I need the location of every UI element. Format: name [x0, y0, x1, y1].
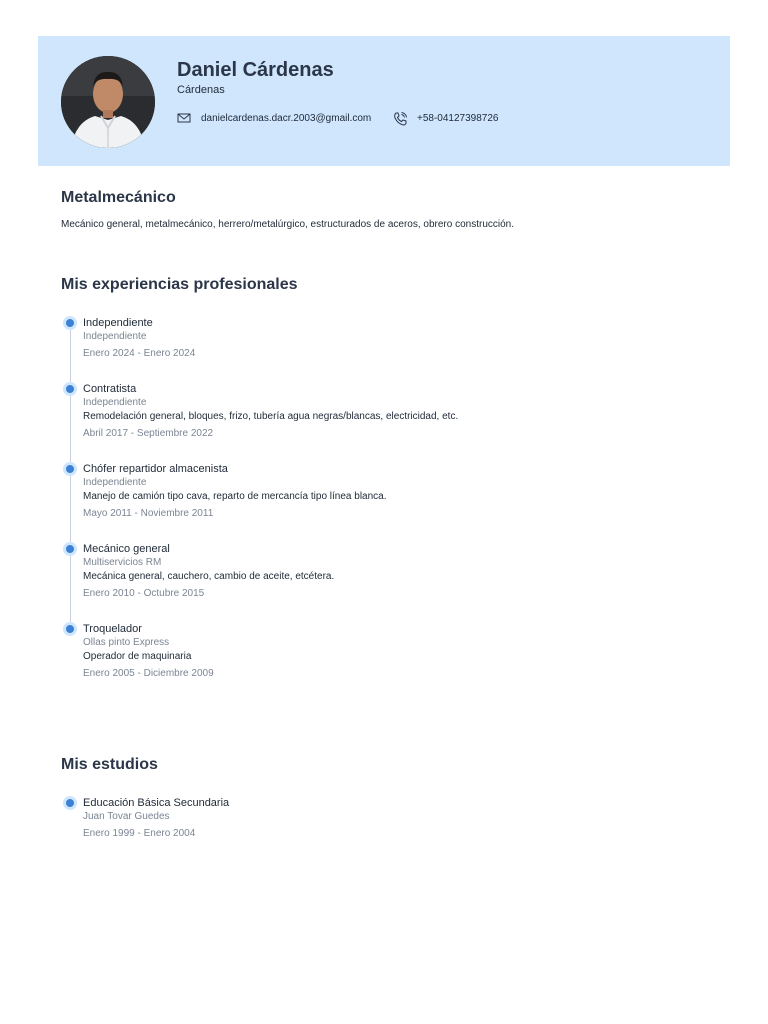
job-title: Mecánico general — [83, 543, 170, 555]
job-description: Mecánica general, cauchero, cambio de aceite, etcétera. — [83, 571, 335, 582]
job-dates: Enero 2005 - Diciembre 2009 — [83, 668, 214, 679]
contact-phone[interactable] — [393, 112, 498, 124]
profile-title: Metalmecánico — [61, 189, 176, 206]
timeline-dot — [63, 796, 77, 810]
phone-icon — [393, 112, 407, 124]
job-dates: Enero 2010 - Octubre 2015 — [83, 588, 205, 599]
timeline-dot — [63, 382, 77, 396]
job-company: Ollas pinto Express — [83, 637, 170, 648]
candidate-name: Daniel Cárdenas — [177, 59, 334, 81]
experience-timeline — [61, 316, 721, 686]
job-title: Independiente — [83, 317, 153, 329]
job-dates: Enero 2024 - Enero 2024 — [83, 348, 196, 359]
email-text[interactable]: danielcardenas.dacr.2003@gmail.com — [201, 112, 372, 124]
contact-email[interactable] — [177, 112, 371, 124]
job-title: Contratista — [83, 383, 137, 395]
timeline-dot — [63, 462, 77, 476]
job-dates: Abril 2017 - Septiembre 2022 — [83, 428, 214, 439]
avatar — [61, 56, 155, 148]
timeline-line — [70, 323, 71, 636]
education-title: Mis estudios — [61, 756, 158, 773]
job-description: Manejo de camión tipo cava, reparto de mercancía tipo línea blanca. — [83, 491, 387, 502]
profile-summary: Mecánico general, metalmecánico, herrero/metalúrgico, estructurados de aceros, obrero construcción. — [61, 219, 514, 230]
degree-title: Educación Básica Secundaria — [83, 797, 230, 809]
job-description: Remodelación general, bloques, frizo, tubería agua negras/blancas, electricidad, etc. — [83, 411, 459, 422]
education-timeline — [61, 796, 721, 846]
timeline-dot — [63, 542, 77, 556]
resume-header — [38, 36, 730, 166]
timeline-dot — [63, 622, 77, 636]
education-dates: Enero 1999 - Enero 2004 — [83, 828, 196, 839]
job-company: Independiente — [83, 397, 147, 408]
job-description: Operador de maquinaria — [83, 651, 192, 662]
phone-text[interactable]: +58-04127398726 — [417, 112, 499, 124]
job-company: Multiservicios RM — [83, 557, 162, 568]
candidate-subtitle: Cárdenas — [177, 84, 225, 96]
school-name: Juan Tovar Guedes — [83, 811, 170, 822]
profile-photo — [61, 56, 155, 148]
job-company: Independiente — [83, 477, 147, 488]
timeline-dot — [63, 316, 77, 330]
job-dates: Mayo 2011 - Noviembre 2011 — [83, 508, 214, 519]
job-title: Troquelador — [83, 623, 142, 635]
envelope-icon — [177, 112, 191, 124]
job-company: Independiente — [83, 331, 147, 342]
experience-title: Mis experiencias profesionales — [61, 276, 298, 293]
job-title: Chófer repartidor almacenista — [83, 463, 228, 475]
